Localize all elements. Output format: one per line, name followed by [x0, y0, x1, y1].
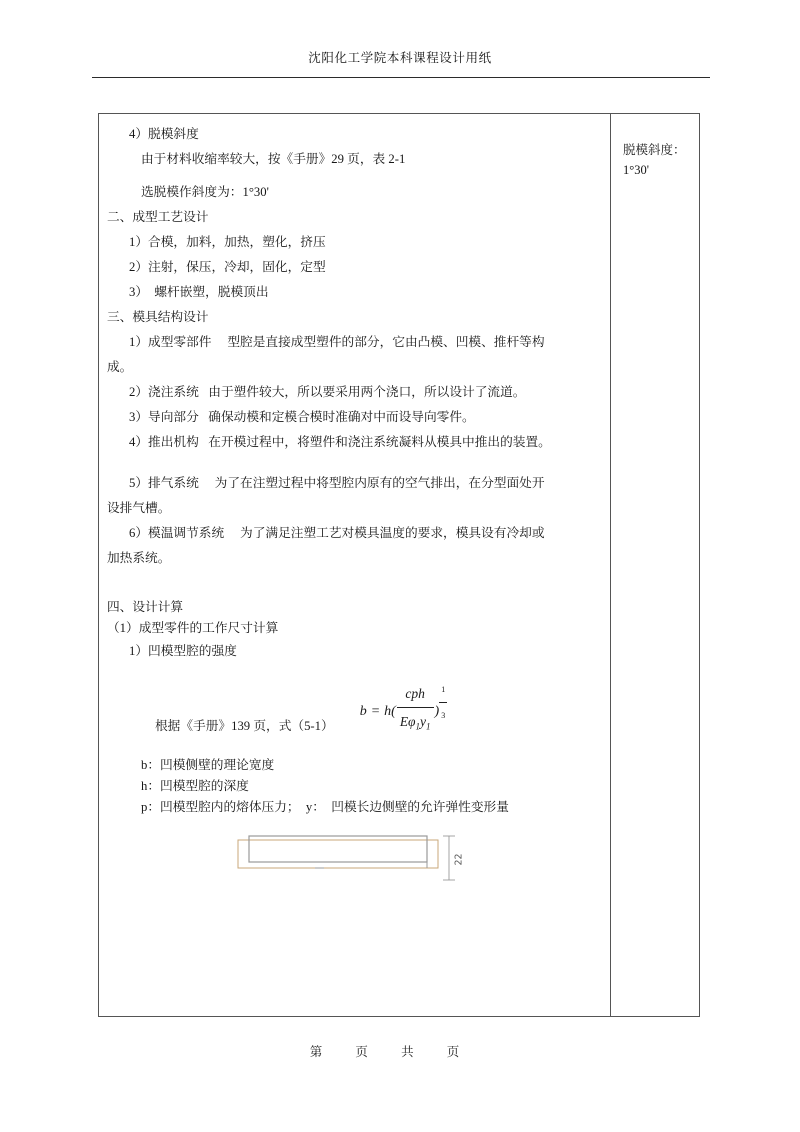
- footer-word-page-2: 页: [446, 1045, 461, 1059]
- page-header: [0, 48, 800, 67]
- formula-outer-var: h: [384, 703, 392, 719]
- variable-definition: b：凹模侧壁的理论宽度: [141, 757, 275, 772]
- body-line: 3）导向部分 确保动模和定模合模时准确对中而设导向零件。: [129, 410, 475, 424]
- body-line: 3） 螺杆嵌塑，脱模顶出: [129, 285, 269, 299]
- body-line: 5）排气系统 为了在注塑过程中将型腔内原有的空气排出，在分型面处开: [129, 476, 545, 490]
- body-line: 由于材料收缩率较大，按《手册》29 页，表 2-1: [141, 152, 406, 166]
- technical-drawing-wrapper: [107, 818, 600, 886]
- formula-lhs: b: [359, 703, 367, 719]
- body-line: 成。: [107, 360, 133, 374]
- formula-exponent-denominator: 3: [441, 710, 446, 720]
- formula-expression: [360, 682, 448, 741]
- variable-definition: h：凹模型腔的深度: [141, 778, 249, 793]
- page-footer: [0, 1042, 800, 1061]
- mold-cross-section-svg: [237, 834, 467, 886]
- header-title: 沈阳化工学院本科课程设计用纸: [308, 50, 492, 65]
- subsection-heading: （1）成型零件的工作尺寸计算: [107, 621, 279, 635]
- footer-word-di: 第: [309, 1045, 324, 1059]
- section-heading: 三、模具结构设计: [107, 310, 209, 324]
- side-note-value: 1°30': [623, 163, 650, 177]
- spacer: [107, 571, 600, 597]
- formula-denominator: [397, 708, 434, 740]
- formula-row: [107, 680, 600, 739]
- spacer: [107, 172, 600, 180]
- body-line: 2）注射，保压，冷却，固化，定型: [129, 260, 326, 274]
- table-cell-main-content: [99, 114, 611, 1016]
- body-line: 1）凹模型腔的强度: [129, 644, 237, 658]
- page-number-line: [296, 1042, 474, 1060]
- formula-fraction: [397, 681, 434, 740]
- formula-exponent-numerator: 1: [439, 677, 447, 703]
- body-line: 4）脱模斜度: [129, 127, 199, 141]
- footer-word-gong: 共: [401, 1045, 415, 1059]
- body-line: 设排气槽。: [107, 501, 171, 515]
- body-line: 2）浇注系统 由于塑件较大，所以要采用两个浇口，所以设计了流道。: [129, 385, 526, 399]
- formula-denominator-main: Eφ: [399, 714, 416, 729]
- formula-open-paren: (: [391, 703, 396, 719]
- section-heading: 四、设计计算: [107, 600, 184, 614]
- formula-numerator: cph: [397, 681, 434, 708]
- formula-equals: =: [370, 703, 381, 719]
- formula-close-paren: ): [434, 703, 440, 719]
- section-heading: 二、成型工艺设计: [107, 210, 209, 224]
- technical-drawing: [237, 834, 467, 886]
- body-line: 4）推出机构 在开模过程中，将塑件和浇注系统凝料从模具中推出的装置。: [129, 435, 551, 449]
- formula-reference-text: 根据《手册》139 页，式（5-1）: [155, 718, 334, 733]
- spacer: [107, 455, 600, 471]
- spacer: [107, 739, 600, 755]
- footer-word-page-1: 页: [355, 1045, 369, 1059]
- header-divider-rule: [92, 77, 710, 78]
- document-table: [98, 113, 700, 1017]
- formula-exponent: [439, 677, 447, 728]
- dimension-label-22: 22: [453, 853, 465, 866]
- body-line: 1）成型零部件 型腔是直接成型塑件的部分，它由凸模、凹模、推杆等构: [129, 335, 545, 349]
- body-line: 1）合模，加料，加热，塑化，挤压: [129, 235, 326, 249]
- formula-denominator-sub1: 1: [415, 721, 421, 732]
- spacer: [107, 664, 600, 680]
- table-cell-side-notes: [611, 114, 699, 1016]
- side-note-label: 脱模斜度：: [623, 143, 686, 157]
- variable-definition: p：凹模型腔内的熔体压力； y： 凹模长边侧壁的允许弹性变形量: [141, 799, 509, 814]
- formula-denominator-sub2: 1: [426, 721, 431, 732]
- body-line: 加热系统。: [107, 551, 171, 565]
- formula-denominator-y: y: [420, 714, 427, 729]
- body-line: 6）模温调节系统 为了满足注塑工艺对模具温度的要求，模具设有冷却或: [129, 526, 545, 540]
- body-line: 选脱模作斜度为：1°30': [141, 185, 269, 199]
